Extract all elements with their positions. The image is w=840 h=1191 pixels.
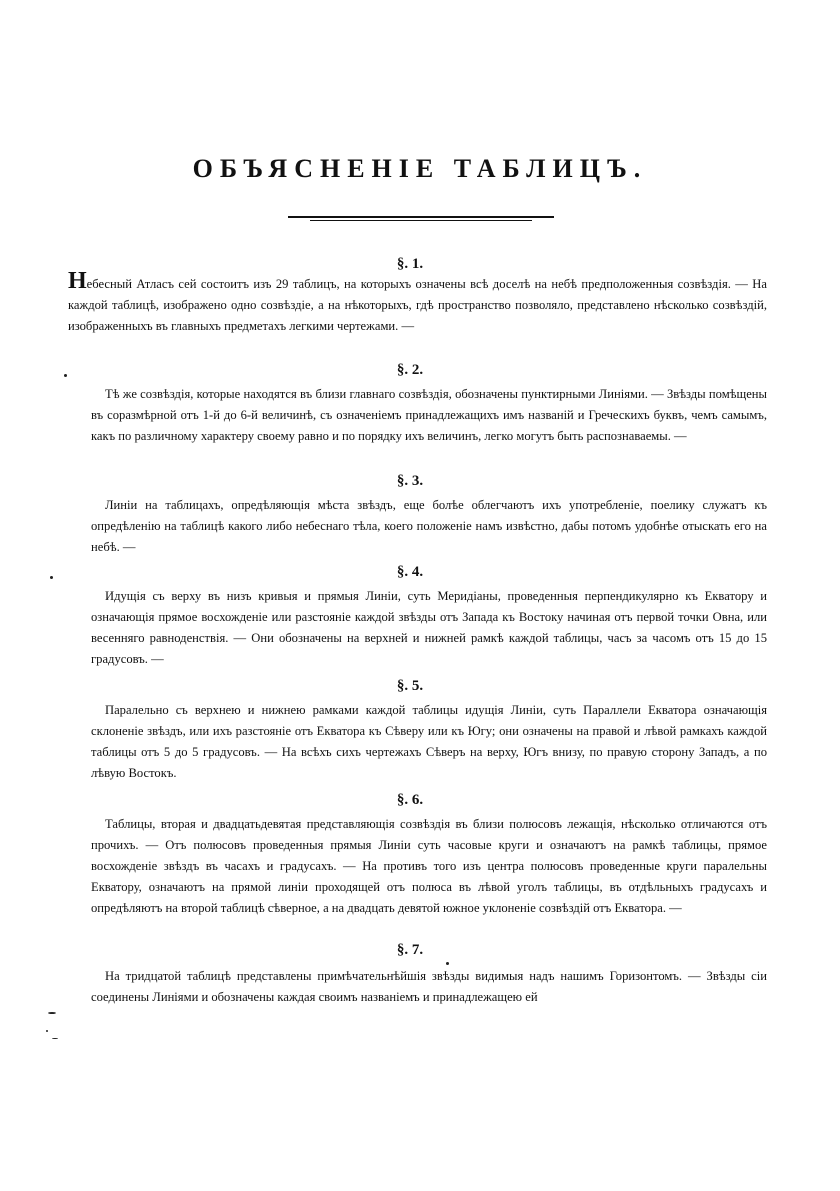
paragraph-text: Идущія съ верху въ низъ кривыя и прямыя Линіи, суть Меридіаны, проведенныя перпендикулярно къ Екватору и означающія прямое восхожденіе или разстояніе каждой звѣзды отъ Запада къ Востоку начиная отъ первой точки Овна, или весенняго равноденствія. — Они обозначены на верхней и нижней рамкѣ каждой таблицы, часъ за часомъ отъ 15 до 15 градусовъ. —	[91, 589, 767, 666]
scan-speck	[50, 576, 53, 579]
title-rule	[288, 216, 554, 218]
paragraph-text: Линіи на таблицахъ, опредѣляющія мѣста звѣздъ, еще болѣе облегчаютъ ихъ употребленіе, поелику служатъ къ опредѣленію на таблицѣ какого либо небеснаго тѣла, коего положеніе намъ извѣстно, дабы потомъ удобнѣе отыскать его на небѣ. —	[91, 498, 767, 554]
section-paragraph	[91, 384, 767, 447]
section-heading: §. 7.	[396, 942, 424, 958]
scan-speck	[48, 1012, 56, 1014]
scan-speck	[64, 374, 67, 377]
paragraph-text: Таблицы, вторая и двадцатьдевятая представляющія созвѣздія въ близи полюсовъ лежащія, нѣсколько отличаются отъ прочихъ. — Отъ полюсовъ проведенныя прямыя Линіи суть часовые круги и означаютъ на рамкѣ таблицы, прямое восхожденіе звѣздъ въ часахъ и градусахъ. — На противъ того изъ центра полюсовъ проведенные круги паралельны Екватору, означаютъ на прямой линіи проходящей отъ полюса въ лѣвой уголъ таблицы, въ отдѣльныхъ градусахъ и опредѣляютъ на второй таблицѣ сѣверное, а на двадцать девятой южное уклоненіе созвѣздій отъ Екватора. —	[91, 817, 767, 915]
scan-speck	[52, 1038, 58, 1039]
section-heading: §. 5.	[396, 678, 424, 694]
scan-speck	[446, 962, 449, 965]
section-paragraph	[91, 814, 767, 919]
title-rule-thin	[310, 220, 532, 221]
drop-cap: Н	[68, 268, 87, 294]
section-heading: §. 2.	[396, 362, 424, 378]
section-paragraph	[91, 700, 767, 784]
section-paragraph	[68, 268, 767, 337]
section-heading: §. 4.	[396, 564, 424, 580]
paragraph-text: Тѣ же созвѣздія, которые находятся въ близи главнаго созвѣздія, обозначены пунктирными Линіями. — Звѣзды помѣщены въ соразмѣрной отъ 1-й до 6-й величинѣ, съ означеніемъ принадлежащихъ имъ названій и Греческихъ буквъ, чемъ самымъ, какъ по различному характеру своему равно и по порядку ихъ величинъ, легко могутъ быть распознаваемы. —	[91, 387, 767, 443]
section-heading: §. 3.	[396, 473, 424, 489]
section-heading: §. 6.	[396, 792, 424, 808]
section-paragraph	[91, 495, 767, 558]
paragraph-text: На тридцатой таблицѣ представлены примѣчательнѣйшія звѣзды видимыя надъ нашимъ Горизонтомъ. — Звѣзды сіи соединены Линіями и обозначены каждая своимъ названіемъ и принадлежащею ей	[91, 969, 767, 1004]
paragraph-text: Паралельно съ верхнею и нижнею рамками каждой таблицы идущія Линіи, суть Параллели Екватора означающія склоненіе звѣздъ, или ихъ разстояніе отъ Екватора къ Сѣверу или къ Югу; они означены на правой и лѣвой рамкахъ каждой таблицы отъ 5 до 5 градусовъ. — На всѣхъ сихъ чертежахъ Сѣверъ на верху, Югъ внизу, по правую сторону Западъ, а по лѣвую Востокъ.	[91, 703, 767, 780]
scan-speck	[46, 1030, 48, 1032]
section-paragraph	[91, 966, 767, 1008]
section-paragraph	[91, 586, 767, 670]
page-title: ОБЪЯСНЕНІЕ ТАБЛИЦЪ.	[192, 154, 648, 183]
section-heading: §. 1.	[396, 256, 424, 272]
paragraph-text: ебесный Атласъ сей состоитъ изъ 29 таблицъ, на которыхъ означены всѣ доселѣ на небѣ предположенныя созвѣздія. — На каждой таблицѣ, изображено одно созвѣздіе, а на нѣкоторыхъ, гдѣ пространство позволяло, представлено нѣсколько созвѣздій, изображенныхъ въ главныхъ предметахъ легкими чертежами. —	[68, 277, 767, 333]
